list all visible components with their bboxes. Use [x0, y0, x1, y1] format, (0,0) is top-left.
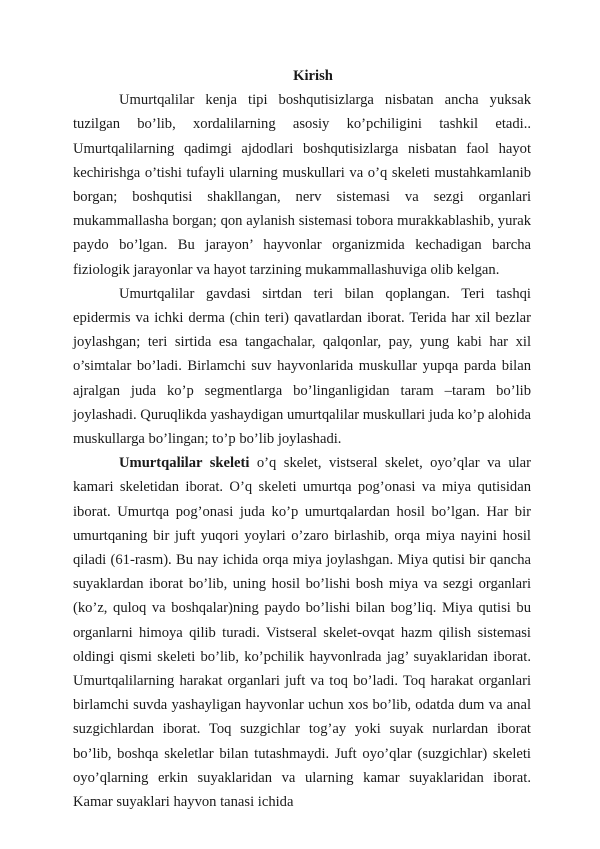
paragraph-text: Umurtqalilar gavdasi sirtdan teri bilan qoplangan. Teri tashqi epidermis va ichki derma (chin teri) qavatlardan iborat. Terida har xil bezlar joylashgan; teri sirtida esa tangachalar, qalqonlar, pay, yung kabi har xil o’simtalar bo’ladi. Birlamchi suv hayvonlarida muskullar yupqa parda bilan ajralgan juda ko’p segmentlarga bo’linganligidan taram –taram bo’lib joylashadi. Quruqlikda yashaydigan umurtqalilar muskullari juda ko’p alohida muskullarga bo’lingan; to’p bo’lib joylashadi.: [73, 285, 531, 448]
paragraph-text: Umurtqalilar kenja tipi boshqutisizlarga nisbatan ancha yuksak tuzilgan bo’lib, xordalilarning asosiy ko’pchiligini tashkil etadi.. Umurtqalilarning qadimgi ajdodlari boshqutisizlarga nisbatan faol hayot kechirishga o’tishi tufayli ularning muskullari va o’q skeleti mustahkamlanib borgan; boshqutisi shakllangan, nerv sistemasi va sezgi organlari mukammallasha borgan; qon aylanish sistemasi tobora murakkablashib, yurak paydo bo’lgan. Bu jarayon’ hayvonlar organizmida kechadigan barcha fiziologik jarayonlar va hayot tarzining mukammallashuviga olib kelgan.: [73, 92, 531, 278]
paragraph-skin-and-muscles: [73, 282, 531, 451]
paragraph-lead-term: Umurtqalilar skeleti: [119, 455, 250, 472]
page-title: Kirish: [293, 68, 333, 84]
paragraph-introduction: [73, 88, 531, 282]
paragraph-text: o’q skelet, vistseral skelet, oyo’qlar va ular kamari skeletidan iborat. O’q skeleti umurtqa pog’onasi va miya qutisidan iborat. Umurtqa pog’onasi juda ko’p umurtqalardan hosil bo’lgan. Har bir umurtqaning bir juft yuqori yoylari o’zaro birlashib, orqa miya nayini hosil qiladi (61-rasm). Bu nay ichida orqa miya joylashgan. Miya qutisi bir qancha suyaklardan iborat bo’lib, uning hosil bo’lishi bosh miya va sezgi organlari (ko’z, quloq va boshqalar)ning paydo bo’lishi bilan bog’liq. Miya qutisi bu organlarni himoya qilib turadi. Vistseral skelet-ovqat hazm qilish sistemasi oldingi qismi skeleti bo’lib, ko’pchilik hayvonlrada jag’ suyaklaridan iborat. Umurtqalilarning harakat organlari juft va toq bo’ladi. Toq harakat organlari birlamchi suvda yashayligan hayvonlar uchun xos bo’lib, odatda dum va anal suzgichlardan iborat. Toq suzgichlar tog’ay yoki suyak nurlardan iborat bo’lib, boshqa skeletlar bilan tutashmaydi. Juft oyo’qlar (suzgichlar) skeleti oyo’qlarning erkin suyaklaridan va ularning kamar suyaklaridan iborat. Kamar suyaklari hayvon tanasi ichida: [73, 455, 532, 811]
paragraph-skeleton: [73, 451, 531, 814]
document-body: [73, 64, 531, 814]
